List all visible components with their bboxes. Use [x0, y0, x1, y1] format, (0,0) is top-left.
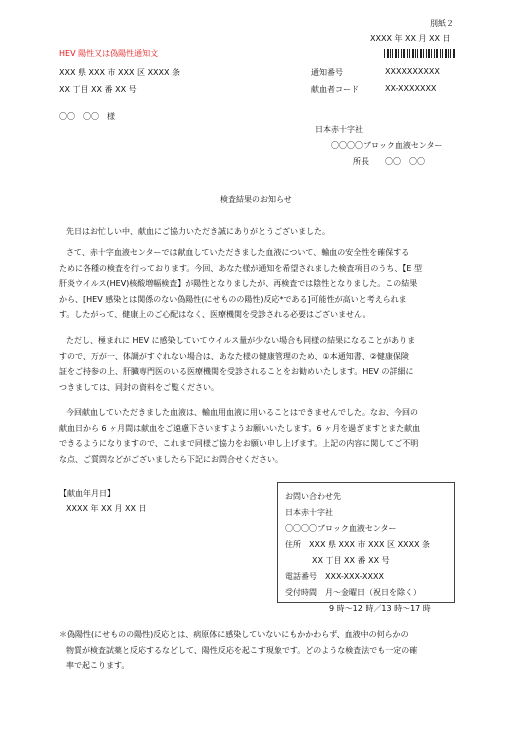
- notice-type: HEV 陽性又は偽陽性通知文: [59, 49, 159, 58]
- text-line: 物質が検査試薬と反応するなどして、陽性反応を起こす現象です。どのような検査法でも一定の確: [66, 645, 418, 655]
- contact-lines: [285, 489, 431, 617]
- address-line-1: XXX 県 XXX 市 XXX 区 XXXX 条: [59, 68, 181, 77]
- text-line: すので、万が一、体調がすぐれない場合は、あなた様の健康管理のため、①本通知書、②健康保険: [59, 351, 409, 361]
- text-line: つきましては、同封の資料をご覧ください。: [59, 382, 219, 392]
- greeting-paragraph: 先日はお忙しい中、献血にご協力いただき誠にありがとうございました。: [66, 227, 330, 236]
- text-line: 肝炎ウイルス(HEV)核酸増幅検査】が陽性となりましたが、再検査では陰性となりました。この結果: [59, 279, 418, 288]
- text-line: 今回献血していただきました血液は、輸血用血液に用いることはできませんでした。なお、今回の: [66, 408, 418, 417]
- donation-date-label: 【献血年月日】: [59, 489, 115, 498]
- text-line: す。したがって、健康上のご心配はなく、医療機関を受診される必要はございません。: [59, 310, 371, 319]
- text-line: さて、赤十字血液センターでは献血していただきました血液について、輸血の安全性を確保する: [66, 248, 410, 257]
- advice-paragraph: [59, 333, 415, 395]
- text-line: ただし、極まれに HEV に感染していてウイルス量が少ない場合も同様の結果になることがありま: [66, 336, 416, 345]
- text-line: ＊偽陽性(にせものの陽性)反応とは、病原体に感染していないにもかかわらず、血液中の何らかの: [59, 630, 409, 639]
- notice-number-value: XXXXXXXXXX: [385, 67, 440, 76]
- notice-number-label: 通知番号: [311, 68, 343, 77]
- donor-code-label: 献血者コード: [311, 85, 359, 94]
- donation-date-value: XXXX 年 XX 月 XX 日: [66, 504, 147, 513]
- annex-label: 別紙２: [430, 19, 454, 28]
- text-line: できるようになりますので、これまで同様ご協力をお願い申し上げます。上記の内容に関してご不明: [59, 439, 419, 448]
- recipient-name: 〇〇 〇〇 様: [59, 112, 115, 121]
- contact-org: 日本赤十字社: [285, 508, 333, 517]
- document-title: 検査結果のお知らせ: [220, 195, 292, 204]
- footnote: [59, 627, 417, 674]
- text-line: な点、ご質問などがございましたら下記にお問合せください。: [59, 454, 283, 464]
- contact-hours-1: 受付時間 月～金曜日（祝日を除く）: [285, 588, 421, 597]
- contact-heading: お問い合わせ先: [285, 492, 341, 501]
- donation-paragraph: [59, 405, 420, 467]
- issue-date: XXXX 年 XX 月 XX 日: [370, 34, 451, 43]
- sender-director: 所長 〇〇 〇〇: [353, 157, 425, 166]
- text-line: 率で起こります。: [66, 661, 130, 670]
- text-line: 証をご持参の上、肝臓専門医のいる医療機関を受診されることをお勧めいたします。HEV の詳細に: [59, 367, 414, 376]
- text-line: から、[HEV 感染とは関係のない偽陽性(にせものの陽性)反応*である]可能性が高いと考えられま: [59, 294, 407, 304]
- contact-address-2: XX 丁目 XX 番 XX 号: [312, 556, 390, 565]
- sender-org: 日本赤十字社: [315, 125, 363, 134]
- contact-address-1: 住所 XXX 県 XXX 市 XXX 区 XXXX 条: [285, 540, 431, 549]
- contact-phone: 電話番号 XXX-XXX-XXXX: [285, 572, 384, 581]
- address-line-2: XX 丁目 XX 番 XX 号: [59, 85, 137, 94]
- contact-center: 〇〇〇〇ブロック血液センター: [285, 524, 397, 533]
- result-paragraph: [59, 245, 422, 323]
- sender-center: 〇〇〇〇ブロック血液センター: [331, 141, 443, 150]
- contact-box: [277, 482, 455, 613]
- barcode-icon: [384, 49, 456, 58]
- text-line: 献血日から 6 ヶ月間は献血をご遠慮下さいますようお願いいたします。6 ヶ月を過ぎますとまた献血: [59, 423, 421, 433]
- contact-hours-2: 9 時～12 時／13 時～17 時: [329, 604, 431, 613]
- text-line: ために各種の検査を行っております。今回、あなた様が通知を希望されました検査項目のうち、【E 型: [59, 263, 422, 273]
- donor-code-value: XX-XXXXXXX: [385, 84, 437, 93]
